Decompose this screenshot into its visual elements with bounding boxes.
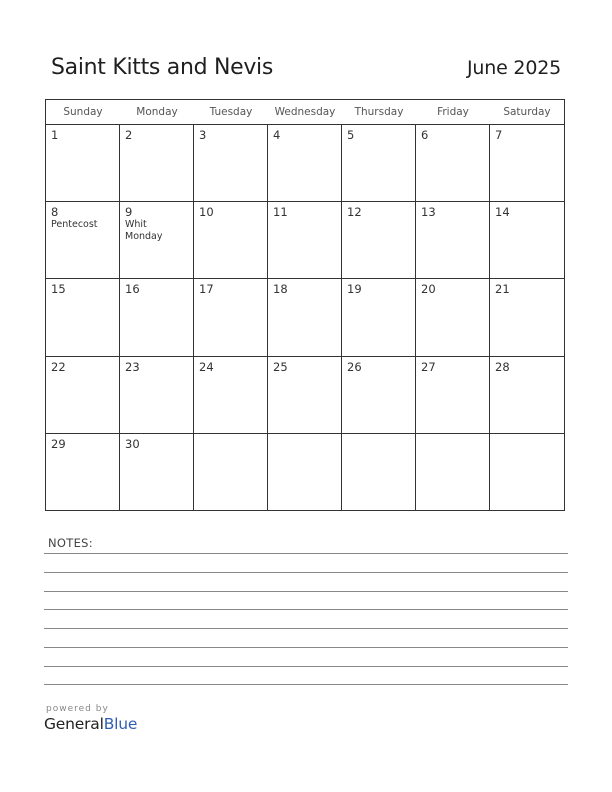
notes-line xyxy=(44,628,568,629)
logo-blue: Blue xyxy=(103,715,138,733)
day-number: 7 xyxy=(495,128,503,142)
day-cell xyxy=(342,357,416,434)
day-cell xyxy=(490,357,564,434)
day-cell xyxy=(342,279,416,356)
day-number: 1 xyxy=(51,128,59,142)
notes-line xyxy=(44,591,568,592)
day-cell xyxy=(268,434,342,511)
day-cell xyxy=(490,279,564,356)
day-cell xyxy=(46,125,120,202)
weekday-tuesday: Tuesday xyxy=(209,106,253,118)
day-cell xyxy=(342,202,416,279)
day-number: 15 xyxy=(51,282,66,297)
day-cells xyxy=(46,125,564,511)
day-number: 25 xyxy=(273,359,288,374)
day-cell xyxy=(416,279,490,356)
day-number: 13 xyxy=(421,205,436,220)
day-cell xyxy=(490,202,564,279)
day-number: 6 xyxy=(421,128,429,142)
powered-by-text: powered by xyxy=(46,704,109,714)
day-cell xyxy=(416,125,490,202)
day-cell xyxy=(268,125,342,202)
generalblue-logo xyxy=(44,715,137,733)
month-title: June 2025 xyxy=(467,57,561,79)
day-cell xyxy=(490,125,564,202)
day-cell xyxy=(342,125,416,202)
day-number: 21 xyxy=(495,282,510,297)
weekday-header xyxy=(46,100,564,125)
day-number: 5 xyxy=(347,128,355,142)
day-cell xyxy=(120,202,194,279)
day-number: 16 xyxy=(125,282,140,297)
day-number: 3 xyxy=(199,128,207,142)
notes-line xyxy=(44,553,568,554)
footer-brand xyxy=(44,704,137,733)
day-number: 30 xyxy=(125,436,140,451)
day-number: 12 xyxy=(347,205,362,220)
notes-line xyxy=(44,609,568,610)
day-cell xyxy=(268,202,342,279)
day-number: 11 xyxy=(273,205,288,220)
day-cell xyxy=(46,202,120,279)
day-number: 20 xyxy=(421,282,436,297)
day-cell xyxy=(194,357,268,434)
day-number: 8 xyxy=(51,205,59,220)
calendar-grid xyxy=(45,99,565,511)
country-title: Saint Kitts and Nevis xyxy=(51,55,274,80)
day-cell xyxy=(416,434,490,511)
weekday-friday: Friday xyxy=(437,106,469,118)
day-number: 29 xyxy=(51,436,66,451)
day-cell xyxy=(194,125,268,202)
day-cell xyxy=(490,434,564,511)
notes-line xyxy=(44,666,568,667)
day-cell xyxy=(46,357,120,434)
day-number: 14 xyxy=(495,205,510,220)
day-cell xyxy=(194,202,268,279)
logo-general: General xyxy=(44,715,104,733)
day-number: 22 xyxy=(51,359,66,374)
day-number: 18 xyxy=(273,282,288,297)
weekday-wednesday: Wednesday xyxy=(274,106,336,118)
day-cell xyxy=(342,434,416,511)
day-cell xyxy=(268,357,342,434)
day-number: 4 xyxy=(273,128,281,142)
day-number: 27 xyxy=(421,359,436,374)
day-cell xyxy=(120,125,194,202)
day-number: 19 xyxy=(347,282,362,297)
weekday-sunday: Sunday xyxy=(63,106,103,118)
weekday-monday: Monday xyxy=(136,106,178,118)
day-number: 24 xyxy=(199,359,214,374)
notes-label: NOTES: xyxy=(48,536,93,550)
holiday-label: Whit Monday xyxy=(125,219,163,243)
holiday-label: Pentecost xyxy=(51,219,98,231)
day-number: 26 xyxy=(347,359,362,374)
notes-line xyxy=(44,684,568,685)
notes-line xyxy=(44,647,568,648)
day-number: 17 xyxy=(199,282,214,297)
day-number: 9 xyxy=(125,205,133,220)
weekday-thursday: Thursday xyxy=(354,106,404,118)
day-cell xyxy=(194,434,268,511)
day-cell xyxy=(268,279,342,356)
day-cell xyxy=(416,202,490,279)
day-cell xyxy=(46,434,120,511)
day-cell xyxy=(120,434,194,511)
day-cell xyxy=(120,279,194,356)
day-cell xyxy=(416,357,490,434)
weekday-saturday: Saturday xyxy=(503,106,551,118)
day-number: 23 xyxy=(125,359,140,374)
day-cell xyxy=(46,279,120,356)
notes-line xyxy=(44,572,568,573)
day-number: 2 xyxy=(125,128,133,142)
day-number: 28 xyxy=(495,359,510,374)
day-number: 10 xyxy=(199,205,214,220)
day-cell xyxy=(194,279,268,356)
day-cell xyxy=(120,357,194,434)
